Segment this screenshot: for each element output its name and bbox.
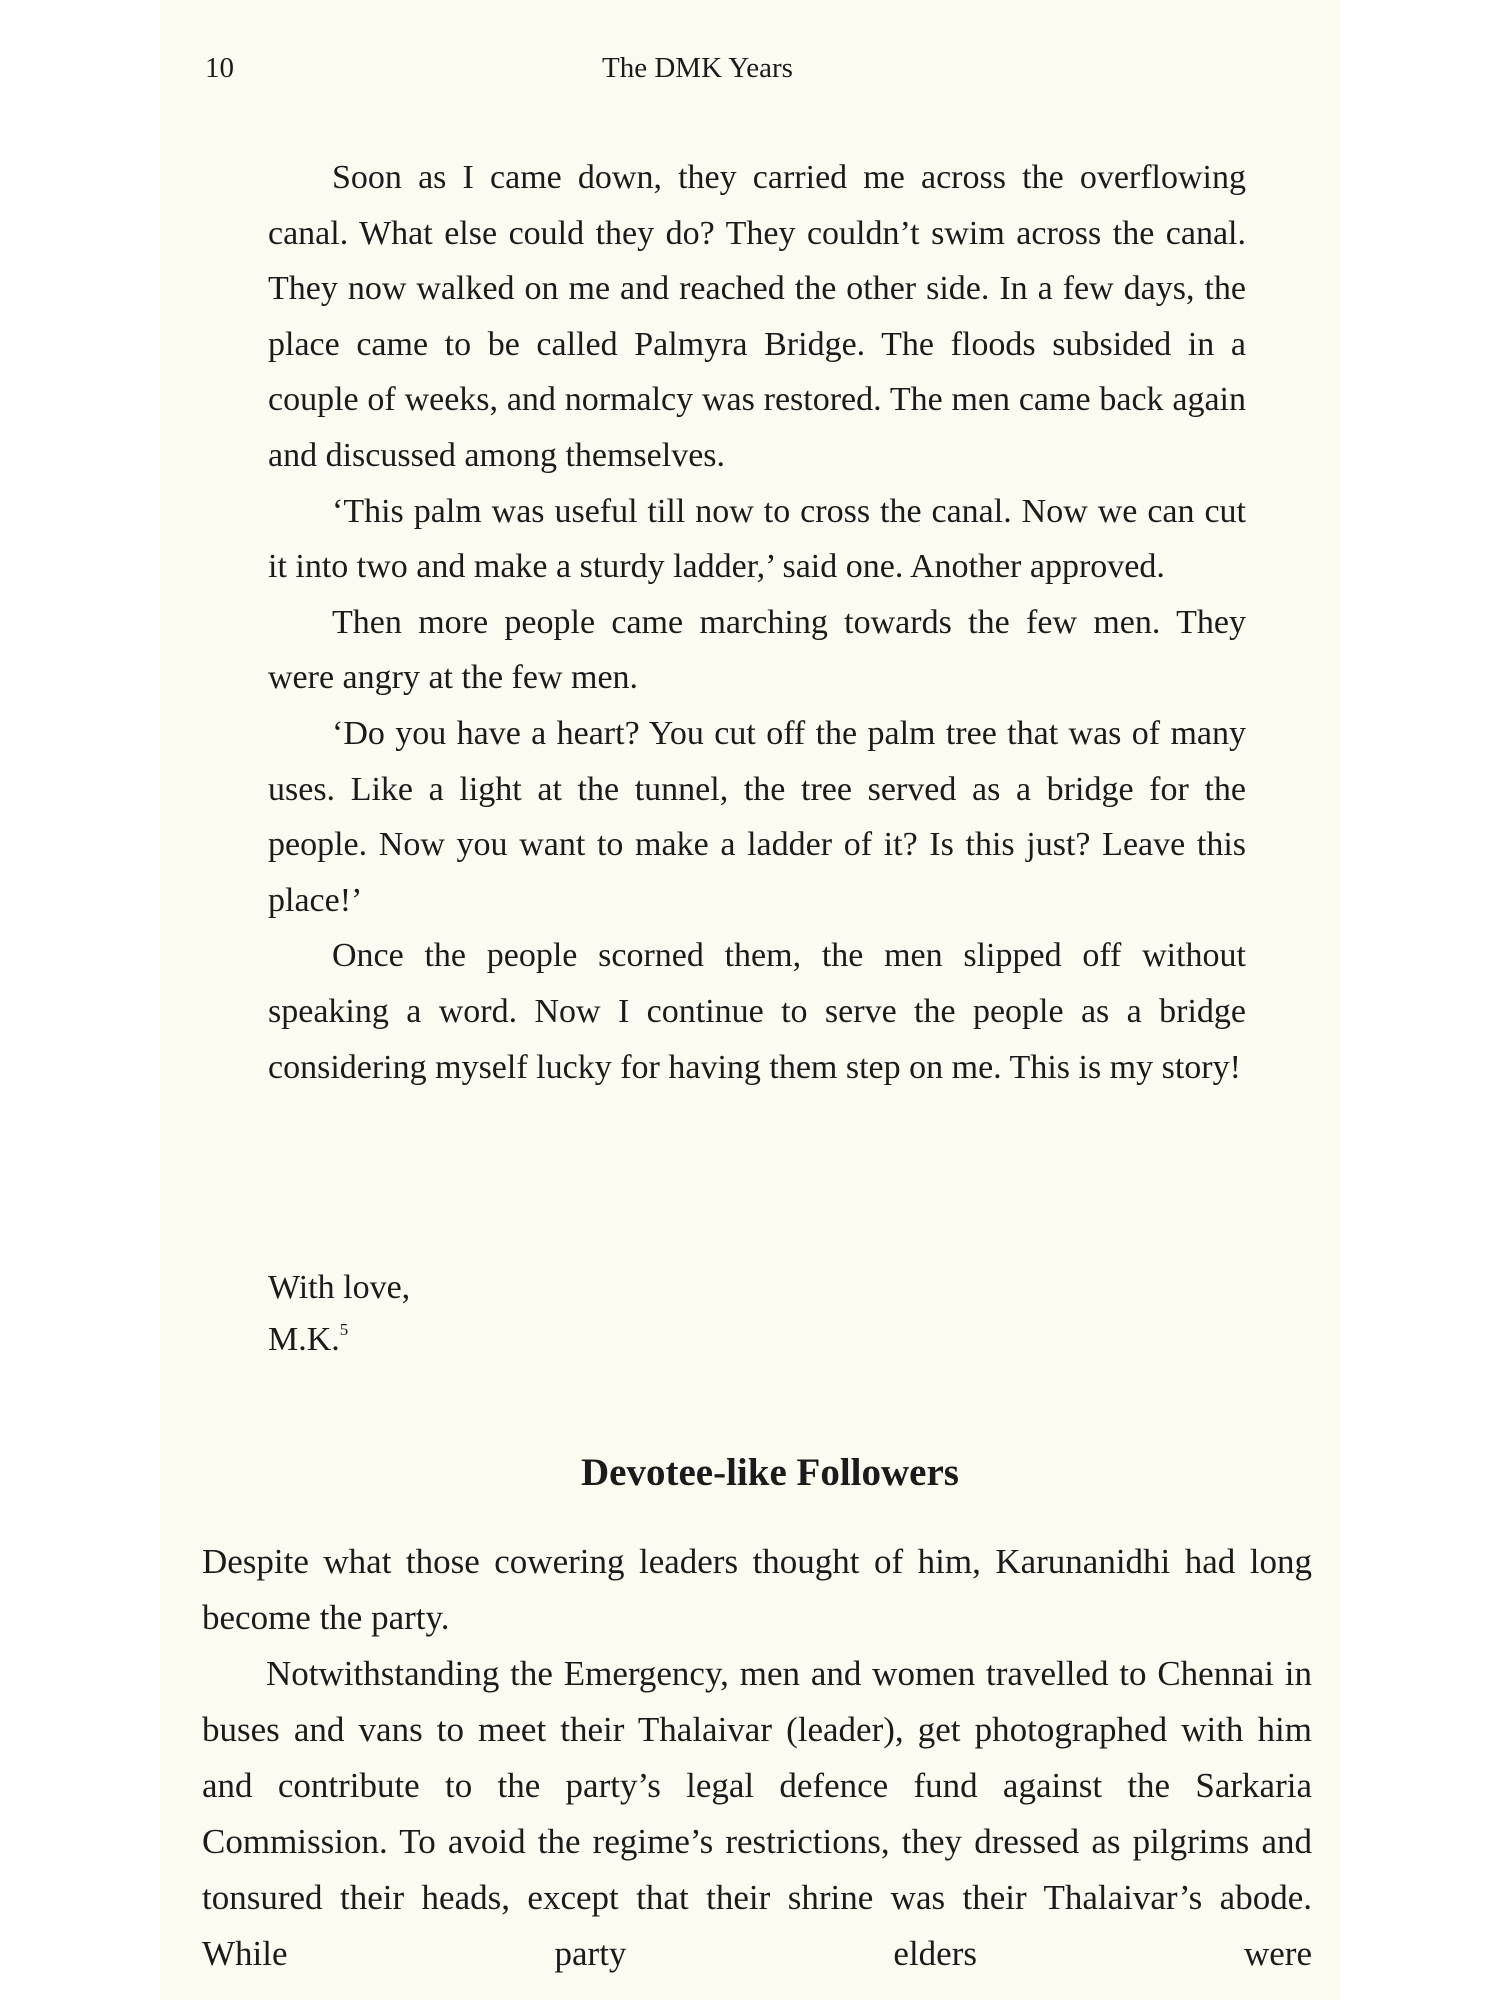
page-number: 10 [205,52,234,84]
book-page [160,0,1340,2000]
signature-text: M.K. [268,1321,340,1358]
signature [268,1314,410,1366]
section-heading: Devotee-like Followers [581,1451,959,1494]
letter-paragraph: ‘Do you have a heart? You cut off the palm tree that was of many uses. Like a light at the tunnel, the tree served as a bridge for the people. Now you want to make a ladder of it? Is this just? Leave this place!’ [268,714,1246,919]
letter-paragraph: Soon as I came down, they carried me across the overflowing canal. What else could they do? They couldn’t swim across the canal. They now walked on me and reached the other side. In a few days, the place came to be called Palmyra Bridge. The floods subsided in a couple of weeks, and normalcy was restored. The men came back again and discussed among themselves. [268,159,1246,474]
running-head [205,52,1190,92]
running-title: The DMK Years [602,52,793,84]
letter-paragraph: Then more people came marching towards the few men. They were angry at the few men. [268,603,1246,697]
closing-line: With love, [268,1269,411,1306]
section-body [202,1534,1312,1982]
footnote-reference: 5 [339,1320,349,1339]
body-paragraph: Notwithstanding the Emergency, men and women travelled to Chennai in buses and vans to meet their Thalaivar (leader), get photographed with him and contribute to the party’s legal defence fund against the Sarkaria Commission. To avoid the regime’s restrictions, they dressed as pilgrims and tonsured their heads, except that their shrine was their Thalaivar’s abode. While party elders were [202,1654,1312,1973]
letter-paragraph: Once the people scorned them, the men slipped off without speaking a word. Now I continue to serve the people as a bridge considering myself lucky for having them step on me. This is my story! [268,937,1246,1086]
body-paragraph: Despite what those cowering leaders thought of him, Karunanidhi had long become the party. [202,1542,1312,1637]
letter-text [268,150,1246,1095]
letter-closing [268,1262,410,1366]
letter-paragraph: ‘This palm was useful till now to cross the canal. Now we can cut it into two and make a sturdy ladder,’ said one. Another approved. [268,492,1246,586]
